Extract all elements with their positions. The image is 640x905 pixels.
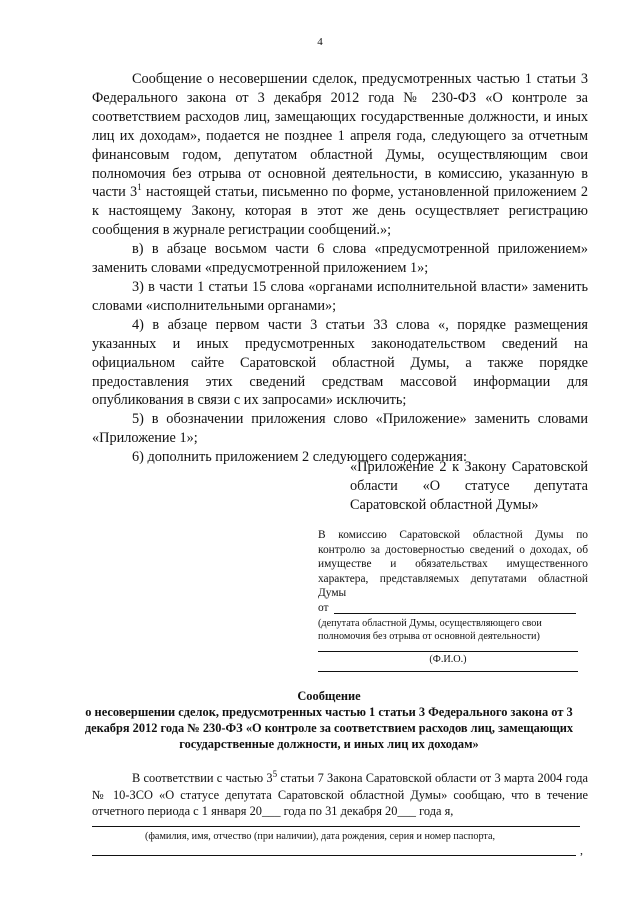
message-title: Сообщение — [297, 689, 361, 703]
message-heading — [70, 688, 588, 752]
addressee-block: В комиссию Саратовской областной Думы по контролю за достоверностью сведений о доходах, об имуществе и обязательствах имущественного характера, представляемых депутатами областной Думы — [318, 529, 588, 599]
paragraph-amendment-3: 3) в части 1 статьи 15 слова «органами исполнительной власти» заменить словами «исполнительными органами»; — [92, 278, 588, 314]
appendix-header: «Приложение 2 к Закону Саратовской области «О статусе депутата Саратовской областной Думы» — [350, 459, 588, 513]
page-number: 4 — [317, 36, 323, 48]
from-line — [318, 601, 588, 615]
passport-data-blank[interactable] — [92, 855, 576, 856]
superscript: 1 — [137, 182, 142, 193]
personal-data-caption: (фамилия, имя, отчество (при наличии), дата рождения, серия и номер паспорта, — [144, 831, 496, 842]
message-body — [92, 770, 588, 820]
paragraph-amendment-6: 6) дополнить приложением 2 следующего содержания: — [132, 449, 467, 466]
deputy-note: (депутата областной Думы, осуществляющего свои полномочия без отрыва от основной деятельности) — [318, 618, 542, 642]
fio-label: (Ф.И.О.) — [429, 654, 467, 665]
paragraph-text: Сообщение о несовершении сделок, предусмотренных частью 1 статьи 3 Федерального закона от 3 декабря 2012 года № 230-ФЗ «О контроле за соответствием расходов лиц, замещающих государственные должности, и иных лиц их доходам», подается не позднее 1 апреля года, следующего за отчетным финансовым годом, депутатом областной Думы, осуществляющим свои полномочия без отрыва от основной деятельности, в комиссию, указанную в части 3 — [92, 71, 588, 201]
paragraph-amendment-5: 5) в обозначении приложения слово «Приложение» заменить словами «Приложение 1»; — [92, 411, 588, 447]
paragraph-amendment-4: 4) в абзаце первом части 3 статьи 33 слова «, порядке размещения указанных и иных предусмотренных законодательством сведений на официальном сайте Саратовской областной Думы, а также порядке предоставления этих сведений средствам массовой информации для опубликования в связи с их запросами» исключить; — [92, 316, 588, 409]
superscript: 5 — [272, 768, 278, 779]
paragraph-text: настоящей статьи, письменно по форме, установленной приложением 2 к настоящему Закону, которая в этот же день осуществляет регистрацию сообщения в журнале регистрации сообщений.»; — [92, 184, 588, 239]
trailing-comma: , — [580, 843, 583, 857]
deputy-name-blank[interactable] — [334, 613, 576, 614]
from-label: от — [318, 602, 329, 614]
paragraph-amendment-v: в) в абзаце восьмом части 6 слова «предусмотренной приложением» заменить словами «предусмотренной приложением 1»; — [92, 241, 588, 277]
signature-blank[interactable] — [318, 671, 578, 672]
message-subtitle: о несовершении сделок, предусмотренных частью 1 статьи 3 Федерального закона от 3 декабря 2012 года № 230-ФЗ «О контроле за соответствием расходов лиц, замещающих государственные должности, и иных лиц их доходам» — [84, 705, 574, 751]
personal-data-blank[interactable] — [92, 826, 580, 827]
paragraph-message-rule — [92, 70, 588, 240]
message-body-text: статьи 7 Закона Саратовской области от 3 марта 2004 года № 10-ЗСО «О статусе депутата Саратовской областной Думы» сообщаю, что в течение отчетного периода с 1 января 20___ года по 31 декабря 20___ года я, — [92, 771, 588, 819]
fio-blank[interactable] — [318, 651, 578, 652]
message-body-text: В соответствии с частью 3 — [132, 771, 273, 785]
law-amendment-text — [92, 70, 588, 467]
